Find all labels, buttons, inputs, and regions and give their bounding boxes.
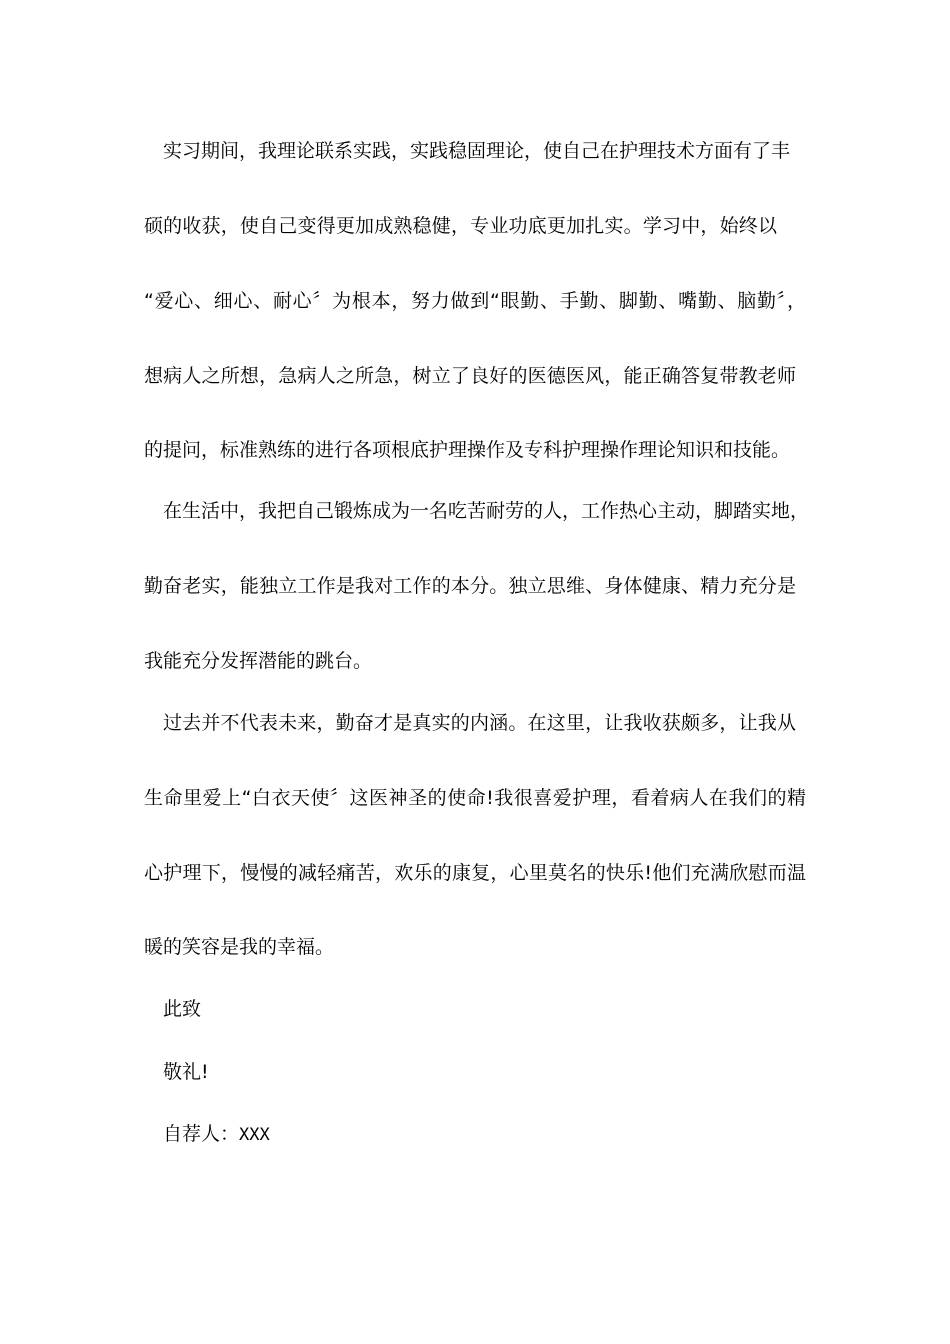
signature-line xyxy=(163,1121,843,1148)
closing-salutation-1: 此致 xyxy=(163,998,202,1020)
paragraph-1-line-1: 实习期间，我理论联系实践，实践稳固理论，使自己在护理技术方面有了丰 xyxy=(163,140,791,162)
paragraph-3-line-1: 过去并不代表未来，勤奋才是真实的内涵。在这里，让我收获颇多，让我从 xyxy=(163,712,796,734)
paragraph-2-line-1: 在生活中，我把自己锻炼成为一名吃苦耐劳的人，工作热心主动，脚踏实地， xyxy=(163,500,810,522)
paragraph-2-line-2: 勤奋老实，能独立工作是我对工作的本分。独立思维、身体健康、精力充分是 xyxy=(144,575,796,597)
paragraph-3-line-3: 心护理下，慢慢的减轻痛苦，欢乐的康复，心里莫名的快乐!他们充满欣慰而温 xyxy=(144,862,806,884)
paragraph-2-line-3: 我能充分发挥潜能的跳台。 xyxy=(144,650,373,672)
closing-salutation-2: 敬礼! xyxy=(163,1061,209,1083)
signature-label: 自荐人： xyxy=(163,1123,240,1145)
paragraph-1-line-3: “爱心、细心、耐心〞为根本，努力做到“眼勤、手勤、脚勤、嘴勤、脑勤〞， xyxy=(144,290,806,312)
paragraph-3-line-2: 生命里爱上“白衣天使〞这医神圣的使命!我很喜爱护理，看着病人在我们的精 xyxy=(144,787,806,809)
signature-name: XXX xyxy=(239,1125,270,1145)
paragraph-1-line-4: 想病人之所想，急病人之所急，树立了良好的医德医风，能正确答复带教老师 xyxy=(144,365,796,387)
paragraph-1-line-5: 的提问，标准熟练的进行各项根底护理操作及专科护理操作理论知识和技能。 xyxy=(144,439,791,461)
paragraph-1-line-2: 硕的收获，使自己变得更加成熟稳健，专业功底更加扎实。学习中，始终以 xyxy=(144,215,777,237)
paragraph-3-line-4: 暖的笑容是我的幸福。 xyxy=(144,936,335,958)
